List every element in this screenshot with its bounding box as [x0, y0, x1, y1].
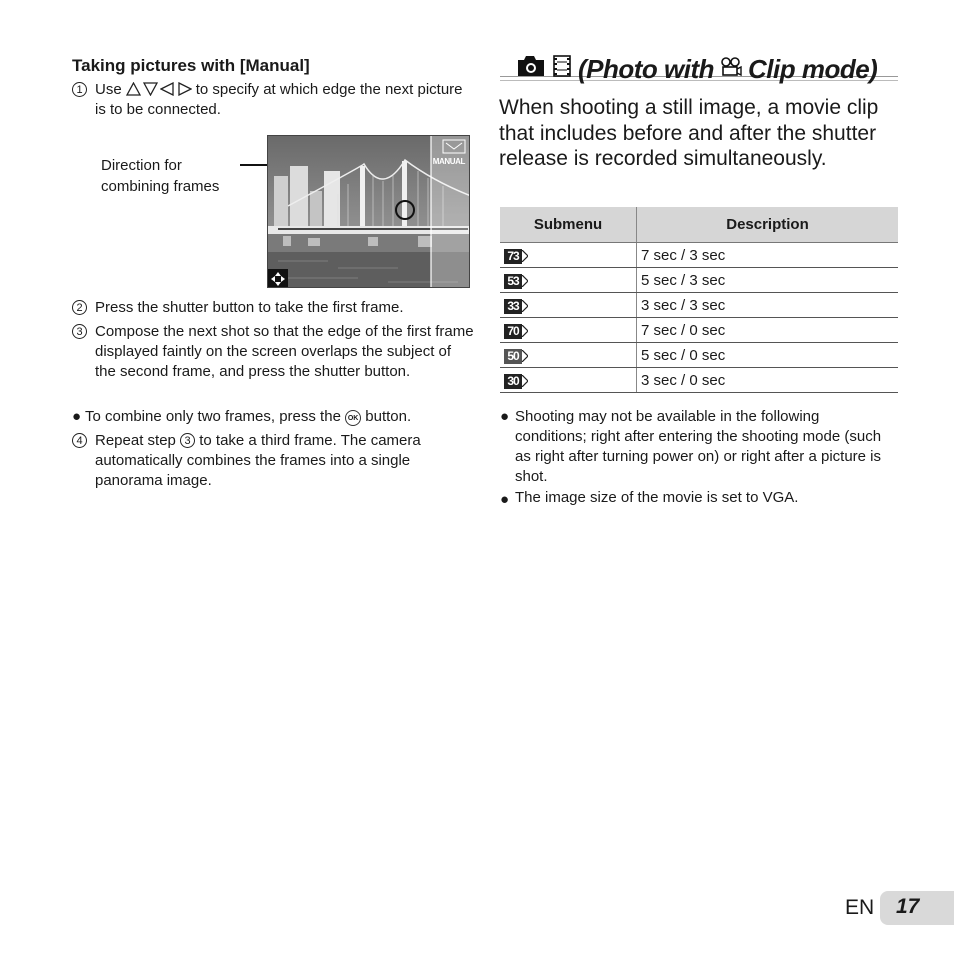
ok-button-icon: OK [345, 410, 361, 426]
page-number: 17 [896, 895, 920, 918]
camera-icon [516, 54, 546, 85]
submenu-icon: 73 [504, 249, 528, 264]
table-cell: 7 sec / 0 sec [637, 318, 899, 343]
note-text: Shooting may not be available in the following conditions; right after entering the shooting mode (such as right after turning power on) or right after a picture is shot. [515, 408, 882, 485]
title-text: (Photo with [578, 53, 715, 84]
submenu-icon: 33 [504, 299, 528, 314]
column-header: Description [637, 207, 899, 243]
language-label: EN [845, 896, 875, 919]
table-header-row [500, 207, 898, 243]
note-item: ● The image size of the movie is set to VGA. [500, 488, 895, 510]
step-number: 2 [72, 300, 87, 315]
submenu-icon: 53 [504, 274, 528, 289]
submenu-table [500, 207, 898, 393]
step-text: Repeat step [95, 432, 176, 449]
camera-screen-image [267, 135, 470, 288]
note-item: ● Shooting may not be available in the following conditions; right after entering the shooting mode (such as right after turning power on) or right after a picture is shot. [500, 407, 895, 489]
step-text: Use [95, 81, 122, 98]
bullet-note: ● To combine only two frames, press the OK button. [72, 408, 412, 425]
table-row [500, 368, 898, 393]
film-icon [552, 54, 572, 85]
note-text: The image size of the movie is set to VGA. [515, 489, 799, 506]
bullet-text: To combine only two frames, press the [84, 408, 341, 425]
movie-camera-icon [720, 54, 742, 85]
table-cell: 5 sec / 0 sec [637, 343, 899, 368]
submenu-icon: 70 [504, 324, 528, 339]
table-row [500, 318, 898, 343]
step-text: to take a third frame. The camera automatically combines the frames into a single panorama image. [95, 432, 421, 489]
submenu-icon: 30 [504, 374, 528, 389]
section-heading: Taking pictures with [Manual] [72, 56, 310, 75]
step-text: Compose the next shot so that the edge of the first frame displayed faintly on the screen overlaps the subject of the second frame, and press the shutter button. [95, 323, 474, 380]
step-number: 4 [72, 433, 87, 448]
table-row [500, 293, 898, 318]
section-title [516, 54, 877, 84]
step-reference: 3 [180, 433, 195, 448]
intro-paragraph: When shooting a still image, a movie clip that includes before and after the shutter release is recorded simultaneously. [499, 96, 879, 170]
mode-label: MANUAL [432, 157, 465, 166]
bullet-text: button. [365, 408, 412, 425]
step-text: to specify at which edge the next picture is to be connected. [95, 81, 463, 118]
table-row [500, 243, 898, 268]
table-row [500, 343, 898, 368]
title-text: Clip mode) [748, 53, 878, 84]
table-cell: 3 sec / 0 sec [637, 368, 899, 393]
table-cell: 7 sec / 3 sec [637, 243, 899, 268]
table-cell: 5 sec / 3 sec [637, 268, 899, 293]
direction-arrows-icon [126, 82, 192, 96]
step-text: Press the shutter button to take the first frame. [95, 299, 404, 316]
submenu-icon: 50 [504, 349, 528, 364]
table-row [500, 268, 898, 293]
step-number: 3 [72, 324, 87, 339]
table-cell: 3 sec / 3 sec [637, 293, 899, 318]
column-header: Submenu [500, 207, 637, 243]
callout-label: Direction for combining frames [101, 157, 220, 195]
step-number: 1 [72, 82, 87, 97]
